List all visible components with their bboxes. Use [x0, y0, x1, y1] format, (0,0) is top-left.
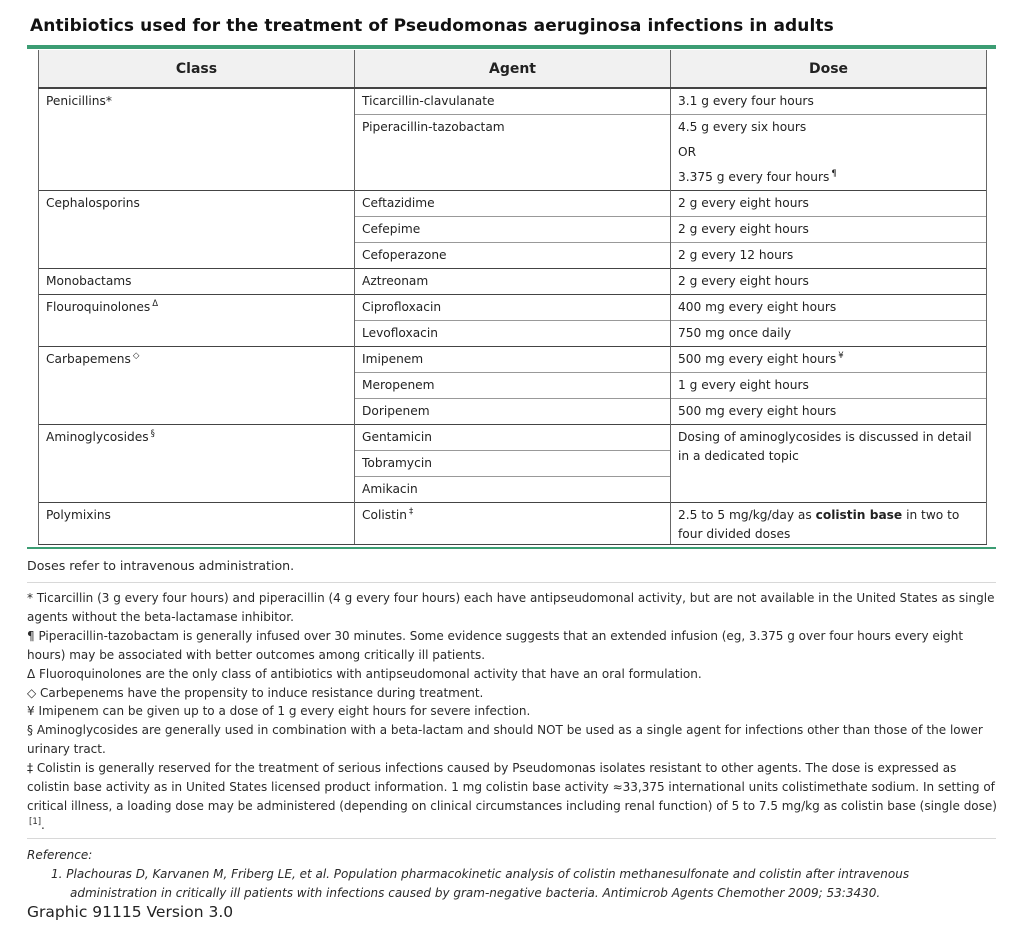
- dose-text: Dosing of aminoglycosides is discussed in detail in a dedicated topic: [678, 430, 972, 463]
- class-label: Aminoglycosides: [46, 430, 149, 444]
- dose-cell: 2 g every eight hours: [671, 217, 987, 243]
- class-label: Polymixins: [46, 508, 111, 522]
- dose-emphasis: colistin base: [815, 508, 903, 522]
- footnote-mark: ◇: [132, 351, 140, 361]
- dose-cell: 2 g every eight hours: [671, 191, 987, 217]
- dose-text: 500 mg every eight hours: [678, 352, 837, 366]
- dose-cell: 750 mg once daily: [671, 321, 987, 347]
- table-row: [39, 269, 987, 295]
- footnote: § Aminoglycosides are generally used in combination with a beta-lactam and should NOT be used as a single agent for infections other than those of the lower urinary tract.: [27, 723, 983, 757]
- divider: [27, 838, 996, 839]
- footnote: ¶ Piperacillin-tazobactam is generally infused over 30 minutes. Some evidence suggests that an extended infusion (eg, 3.375 g over four hours every eight hours) may be associated with better outcomes among critically ill patients.: [27, 628, 964, 662]
- footnotes: [27, 589, 997, 835]
- agent-cell: Amikacin: [355, 477, 671, 503]
- footnote-mark: ¥: [838, 351, 844, 361]
- footnote: * Ticarcillin (3 g every four hours) and piperacillin (4 g every four hours) each have antipseudomonal activity, but are not available in the United States as single agents without the beta-lactamase inhibitor.: [27, 591, 995, 624]
- dose-line: [678, 165, 979, 190]
- dose-cell: 2 g every eight hours: [671, 269, 987, 295]
- agent-cell: Ceftazidime: [355, 191, 671, 217]
- table-row: [39, 425, 987, 451]
- footnote-mark: §: [150, 429, 155, 439]
- dose-cell: 2 g every 12 hours: [671, 243, 987, 269]
- agent-cell: Ciprofloxacin: [355, 295, 671, 321]
- reference-item: 1. Plachouras D, Karvanen M, Friberg LE, et al. Population pharmacokinetic analysis of colistin methanesulfonate and colistin after intravenous administration in critically ill patients with infections caused by gram-negative bacteria. Antimicrob Agents Chemother 2009; 53:3430.: [51, 867, 910, 900]
- reference-label: Reference:: [27, 848, 93, 862]
- agent-cell: Cefepime: [355, 217, 671, 243]
- class-label: Flouroquinolones: [46, 300, 151, 314]
- dose-cell: [671, 425, 987, 503]
- class-label: Cephalosporins: [46, 196, 140, 210]
- footnote-mark: ‡: [408, 507, 414, 517]
- table-header-row: [39, 50, 987, 88]
- footnote: Δ Fluoroquinolones are the only class of antibiotics with antipseudomonal activity that have an oral formulation.: [27, 666, 702, 681]
- class-cell: [39, 269, 355, 295]
- page-title: Antibiotics used for the treatment of Pseudomonas aeruginosa infections in adults: [30, 16, 834, 36]
- divider: [27, 582, 996, 583]
- footnote-mark: Δ: [152, 299, 159, 309]
- agent-text: Colistin: [362, 508, 407, 522]
- table-row: [39, 191, 987, 217]
- dose-line: 4.5 g every six hours: [678, 120, 807, 134]
- references: [27, 846, 997, 903]
- class-label: Penicillins*: [46, 94, 112, 108]
- footnote: ◇ Carbepenems have the propensity to induce resistance during treatment.: [27, 685, 484, 700]
- dose-text: [678, 503, 979, 544]
- antibiotics-table: [38, 50, 987, 545]
- table-row: [39, 347, 987, 373]
- dose-cell: 3.1 g every four hours: [671, 88, 987, 115]
- dose-text-part: in two to four divided doses: [678, 508, 960, 541]
- header-rule: [27, 45, 996, 49]
- footnote-mark: ¶: [831, 169, 837, 179]
- agent-cell: Doripenem: [355, 399, 671, 425]
- class-column-header: Class: [39, 50, 355, 88]
- dose-text: 3.375 g every four hours: [678, 170, 830, 184]
- table-row: [39, 503, 987, 545]
- class-cell: [39, 425, 355, 503]
- dose-cell: [671, 503, 987, 545]
- class-cell: [39, 191, 355, 269]
- footnote: ¥ Imipenem can be given up to a dose of 1 g every eight hours for severe infection.: [27, 704, 531, 719]
- dose-cell: [671, 347, 987, 373]
- dose-cell: 500 mg every eight hours: [671, 399, 987, 425]
- agent-cell: Levofloxacin: [355, 321, 671, 347]
- class-cell: [39, 503, 355, 545]
- agent-cell: Tobramycin: [355, 451, 671, 477]
- agent-cell: Ticarcillin-clavulanate: [355, 88, 671, 115]
- dose-text-part: 2.5 to 5 mg/kg/day as: [678, 508, 816, 522]
- graphic-label: Graphic 91115 Version 3.0: [27, 903, 234, 921]
- class-cell: [39, 347, 355, 425]
- dose-cell: [671, 115, 987, 191]
- agent-cell: Cefoperazone: [355, 243, 671, 269]
- dose-or: OR: [678, 145, 697, 159]
- agent-cell: Imipenem: [355, 347, 671, 373]
- agent-cell: Gentamicin: [355, 425, 671, 451]
- agent-cell: Meropenem: [355, 373, 671, 399]
- agent-cell: [355, 503, 671, 545]
- class-cell: [39, 295, 355, 347]
- footnote: ‡ Colistin is generally reserved for the treatment of serious infections caused by Pseudomonas isolates resistant to other agents. The dose is expressed as colistin base activity as in United States licensed product information. 1 mg colistin base activity ≈33,375 international units colistimethate sodium. In setting of critical illness, a loading dose may be administered (depending on clinical circumstances including renal function) of 5 to 7.5 mg/kg as colistin base (single dose)[1].: [27, 761, 997, 832]
- class-cell: [39, 88, 355, 191]
- agent-column-header: Agent: [355, 50, 671, 88]
- dose-cell: 1 g every eight hours: [671, 373, 987, 399]
- doses-note: Doses refer to intravenous administration.: [27, 558, 295, 573]
- table-row: [39, 88, 987, 115]
- agent-cell: Piperacillin-tazobactam: [355, 115, 671, 191]
- table-bottom-rule: [27, 547, 996, 549]
- class-label: Monobactams: [46, 274, 132, 288]
- dose-column-header: Dose: [671, 50, 987, 88]
- dose-cell: 400 mg every eight hours: [671, 295, 987, 321]
- class-label: Carbapemens: [46, 352, 131, 366]
- agent-cell: Aztreonam: [355, 269, 671, 295]
- footnote-text: ‡ Colistin is generally reserved for the treatment of serious infections caused by Pseudomonas isolates resistant to other agents. The dose is expressed as colistin base activity as in United States licensed product information. 1 mg colistin base activity ≈33,375 international units colistimethate sodium. In setting of critical illness, a loading dose may be administered (depending on clinical circumstances including renal function) of 5 to 7.5 mg/kg as colistin base (single dose): [27, 761, 997, 813]
- table-row: [39, 295, 987, 321]
- reference-link[interactable]: [1]: [29, 816, 42, 827]
